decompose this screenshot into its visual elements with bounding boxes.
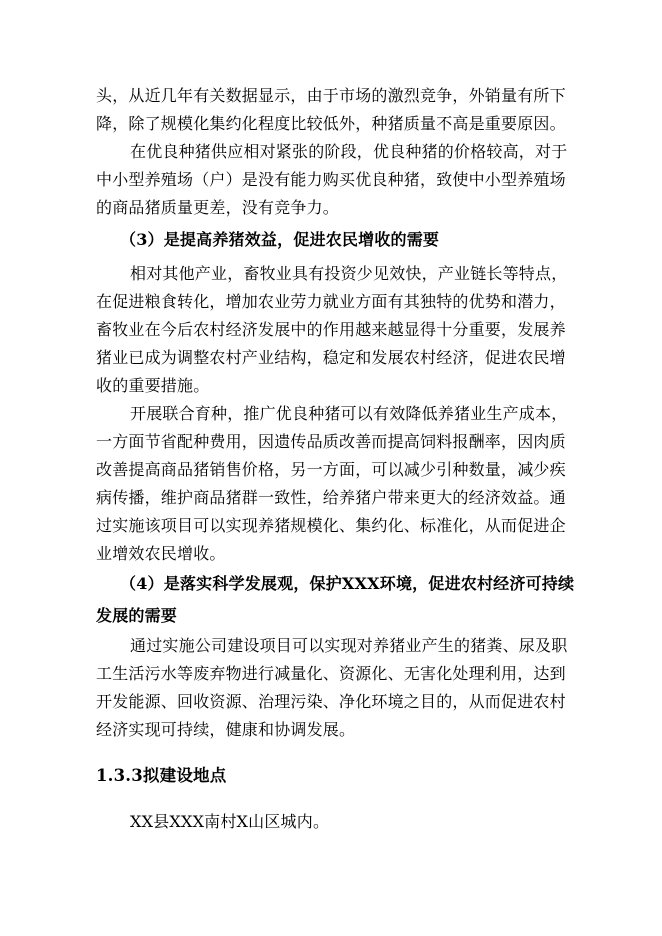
paragraph-line: 在优良种猪供应相对紧张的阶段，优良种猪的价格较高，对于 bbox=[130, 142, 568, 161]
location-text: XX县XXX南村X山区城内。 bbox=[130, 812, 330, 831]
paragraph-line: 通过实施公司建设项目可以实现对养猪业产生的猪粪、尿及职 bbox=[130, 636, 568, 655]
subheading-4: （4）是落实科学发展观，保护XXX环境，促进农村经济可持续 bbox=[120, 574, 575, 593]
paragraph-line: 降，除了规模化集约化程度比较低外，种猪质量不高是重要原因。 bbox=[96, 114, 566, 133]
paragraph-line: 经济实现可持续，健康和协调发展。 bbox=[96, 720, 356, 739]
section-heading: 1.3.3拟建设地点 bbox=[96, 766, 227, 785]
paragraph-line: 改善提高商品猪销售价格，另一方面，可以减少引种数量，减少疾 bbox=[96, 460, 566, 479]
paragraph-line: 一方面节省配种费用，因遗传品质改善而提高饲料报酬率，因肉质 bbox=[96, 432, 566, 451]
paragraph-line: 工生活污水等废弃物进行减量化、资源化、无害化处理利用，达到 bbox=[96, 664, 566, 683]
paragraph-line: 业增效农民增收。 bbox=[96, 544, 226, 563]
paragraph-line: 猪业已成为调整农村产业结构，稳定和发展农村经济，促进农民增 bbox=[96, 348, 566, 367]
paragraph-line: 畜牧业在今后农村经济发展中的作用越来越显得十分重要，发展养 bbox=[96, 320, 566, 339]
paragraph-line: 相对其他产业，畜牧业具有投资少见效快，产业链长等特点， bbox=[130, 264, 568, 283]
paragraph-line: 头，从近几年有关数据显示，由于市场的激烈竞争，外销量有所下 bbox=[96, 86, 566, 105]
paragraph-line: 收的重要措施。 bbox=[96, 376, 210, 395]
paragraph-line: 中小型养殖场（户）是没有能力购买优良种猪，致使中小型养殖场 bbox=[96, 170, 566, 189]
paragraph-line: 开展联合育种，推广优良种猪可以有效降低养猪业生产成本， bbox=[130, 404, 568, 423]
paragraph-line: 过实施该项目可以实现养猪规模化、集约化、标准化，从而促进企 bbox=[96, 516, 566, 535]
paragraph-line: 在促进粮食转化，增加农业劳力就业方面有其独特的优势和潜力， bbox=[96, 292, 566, 311]
paragraph-line: 的商品猪质量更差，没有竞争力。 bbox=[96, 198, 340, 217]
subheading-4-continued: 发展的需要 bbox=[96, 606, 178, 625]
paragraph-line: 病传播，维护商品猪群一致性，给养猪户带来更大的经济效益。通 bbox=[96, 488, 566, 507]
subheading-3: （3）是提高养猪效益，促进农民增收的需要 bbox=[120, 230, 440, 249]
paragraph-line: 开发能源、回收资源、治理污染、净化环境之目的，从而促进农村 bbox=[96, 692, 566, 711]
